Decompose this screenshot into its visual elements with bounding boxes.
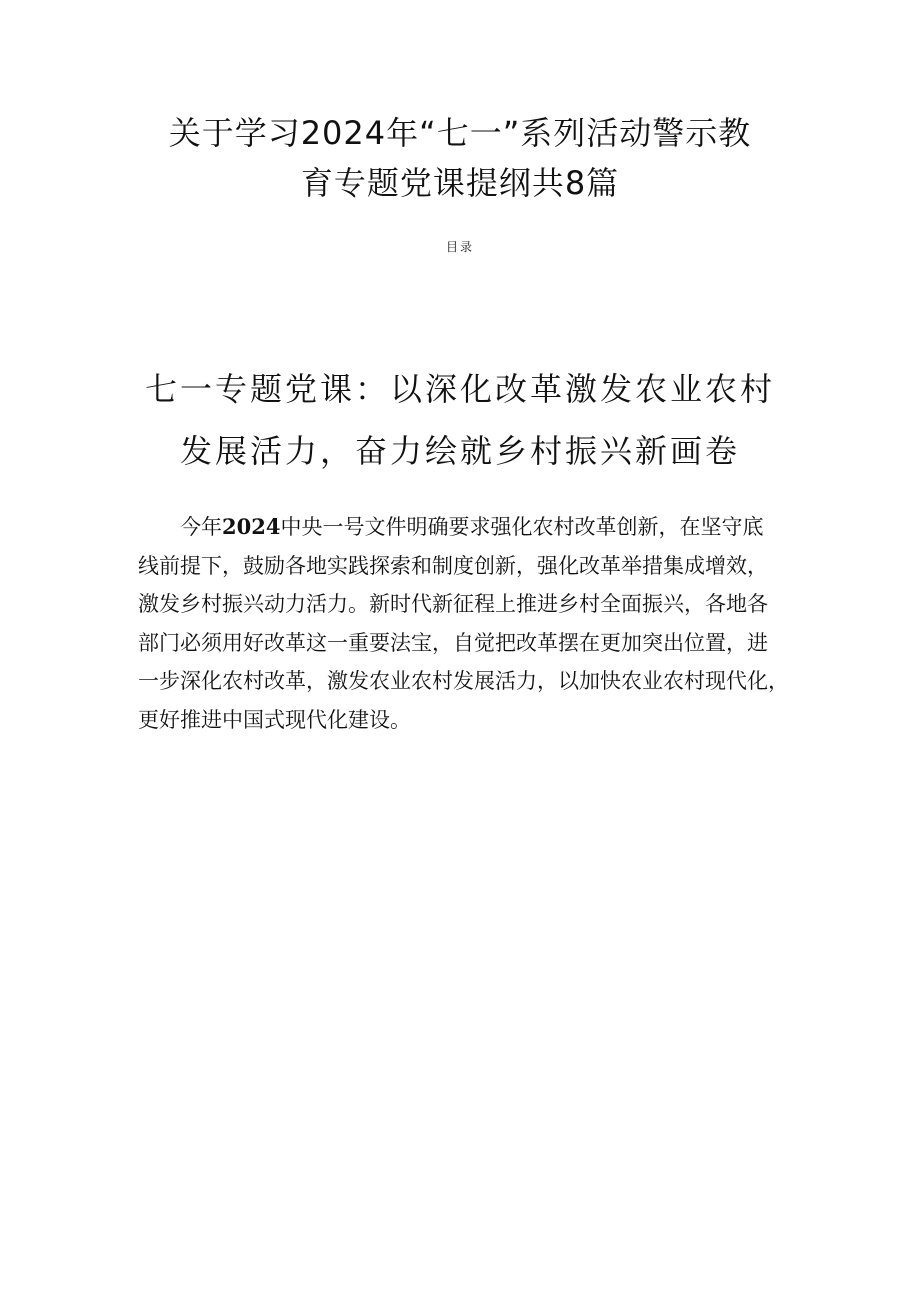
paragraph-line-3: 激发乡村振兴动力活力。新时代新征程上推进乡村全面振兴，各地各 [138,592,768,616]
paragraph-line-2: 线前提下，鼓励各地实践探索和制度创新，强化改革举措集成增效， [138,553,768,578]
body-paragraph [138,508,790,739]
paragraph-line-1 [138,508,790,547]
paragraph-line-5: 一步深化农村改革，激发农业农村发展活力，以加快农业农村现代化， [138,669,789,693]
paragraph-year: 2024 [222,514,281,539]
paragraph-line-4: 部门必须用好改革这一重要法宝，自觉把改革摆在更加突出位置，进 [138,630,768,655]
paragraph-line-6: 更好推进中国式现代化建设。 [138,707,411,732]
table-of-contents-label: 目录 [445,240,474,254]
paragraph-line-1-start: 今年 [180,515,222,539]
document-title [130,108,790,208]
document-title-line-1: 关于学习2024年“七一”系列活动警示教 [168,114,752,152]
document-title-line-2: 育专题党课提纲共8篇 [300,164,620,202]
section-title-line-2: 发展活力，奋力绘就乡村振兴新画卷 [179,432,740,470]
section-title [130,358,790,482]
section-title-line-1: 七一专题党课：以深化改革激发农业农村 [144,370,775,408]
paragraph-line-1-end: 中央一号文件明确要求强化农村改革创新，在坚守底 [280,515,764,539]
